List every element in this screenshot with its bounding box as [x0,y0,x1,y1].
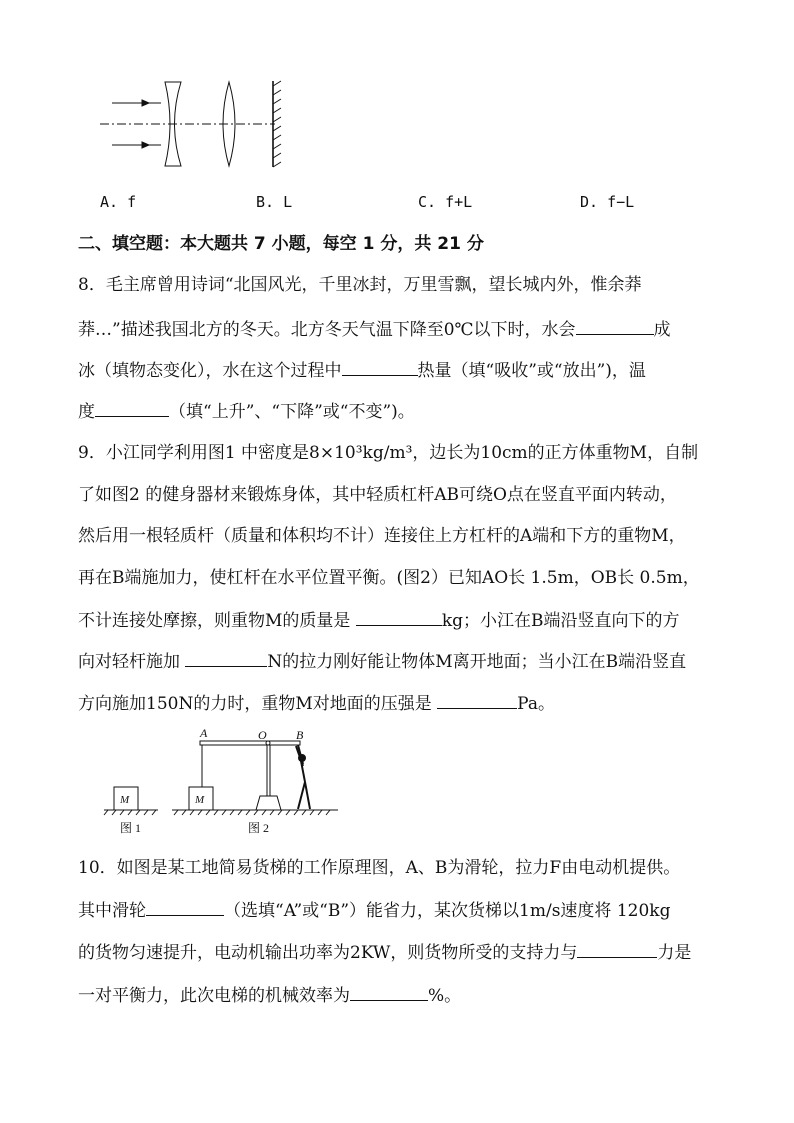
caption-fig1: 图 1 [120,821,142,835]
q9-line-1: 9．小江同学利用图1 中密度是8×10³kg/m³，边长为10cm的正方体重物M，自制 [78,443,699,463]
option-c: C. f+L [418,193,473,211]
q9-blank-3[interactable] [437,692,517,709]
q9-line-3: 然后用一根轻质杆（质量和体积均不计）连接住上方杠杆的A端和下方的重物M， [78,526,686,546]
q9-blank-1[interactable] [356,609,442,626]
q8-blank-2[interactable] [342,359,418,376]
q8-line-3: 冰（填物态变化），水在这个过程中 热量（填“吸收”或“放出”)，温 [78,361,646,381]
label-a: A [200,726,208,740]
q10-blank-2[interactable] [577,941,657,958]
label-b: B [296,728,304,742]
q9-line-5: 不计连接处摩擦，则重物M的质量是 kg；小江在B端沿竖直向下的方 [78,611,680,631]
person-figure [296,745,310,809]
caption-fig2: 图 2 [248,821,270,835]
q9-line-2: 了如图2 的健身器材来锻炼身体，其中轻质杠杆AB可绕O点在竖直平面内转动， [78,485,677,505]
q8-line-1: 8．毛主席曾用诗词“北国风光，千里冰封，万里雪飘，望长城内外，惟余莽 [78,275,642,295]
q9-line-7: 方向施加150N的力时，重物M对地面的压强是 Pa。 [78,694,555,714]
option-b: B. L [256,193,293,211]
q10-line-2: 其中滑轮 （选填“A”或“B”）能省力，某次货梯以1m/s速度将 120kg [78,901,671,921]
lever-figure [100,724,340,839]
ground-hatch-fig1 [104,810,156,815]
q8-line-2: 莽…”描述我国北方的冬天。北方冬天气温下降至0℃以下时，水会 成 [78,320,671,340]
q8-blank-3[interactable] [95,400,169,417]
ground-hatch-fig2 [174,810,330,815]
q8-line-4: 度 （填“上升”、“下降”或“不变”)。 [78,402,415,422]
arrow-head-bottom [142,142,149,148]
label-m-fig1: M [120,794,130,806]
arrow-head-top [142,100,149,106]
lever-ab [200,741,300,745]
label-o: O [258,728,267,742]
support-base [256,796,281,810]
q9-line-6: 向对轻杆施加 N的拉力刚好能让物体M离开地面；当小江在B端沿竖直 [78,652,687,672]
option-d: D. f−L [580,193,635,211]
option-a: A. f [100,193,137,211]
section-heading: 二、填空题：本大题共 7 小题，每空 1 分，共 21 分 [78,234,484,254]
optics-figure [95,78,295,173]
q10-blank-1[interactable] [146,899,224,916]
label-m-fig2: M [195,794,205,806]
q9-line-4: 再在B端施加力，使杠杆在水平位置平衡。(图2）已知AO长 1.5m，OB长 0.5m， [78,568,700,588]
q9-blank-2[interactable] [185,650,267,667]
q10-line-1: 10．如图是某工地简易货梯的工作原理图，A、B为滑轮，拉力F由电动机提供。 [78,858,681,878]
q10-blank-3[interactable] [350,984,428,1001]
q10-line-3: 的货物匀速提升，电动机输出功率为2KW，则货物所受的支持力与 力是 [78,943,692,963]
q8-blank-1[interactable] [576,318,654,335]
q10-line-4: 一对平衡力，此次电梯的机械效率为 %。 [78,986,462,1006]
